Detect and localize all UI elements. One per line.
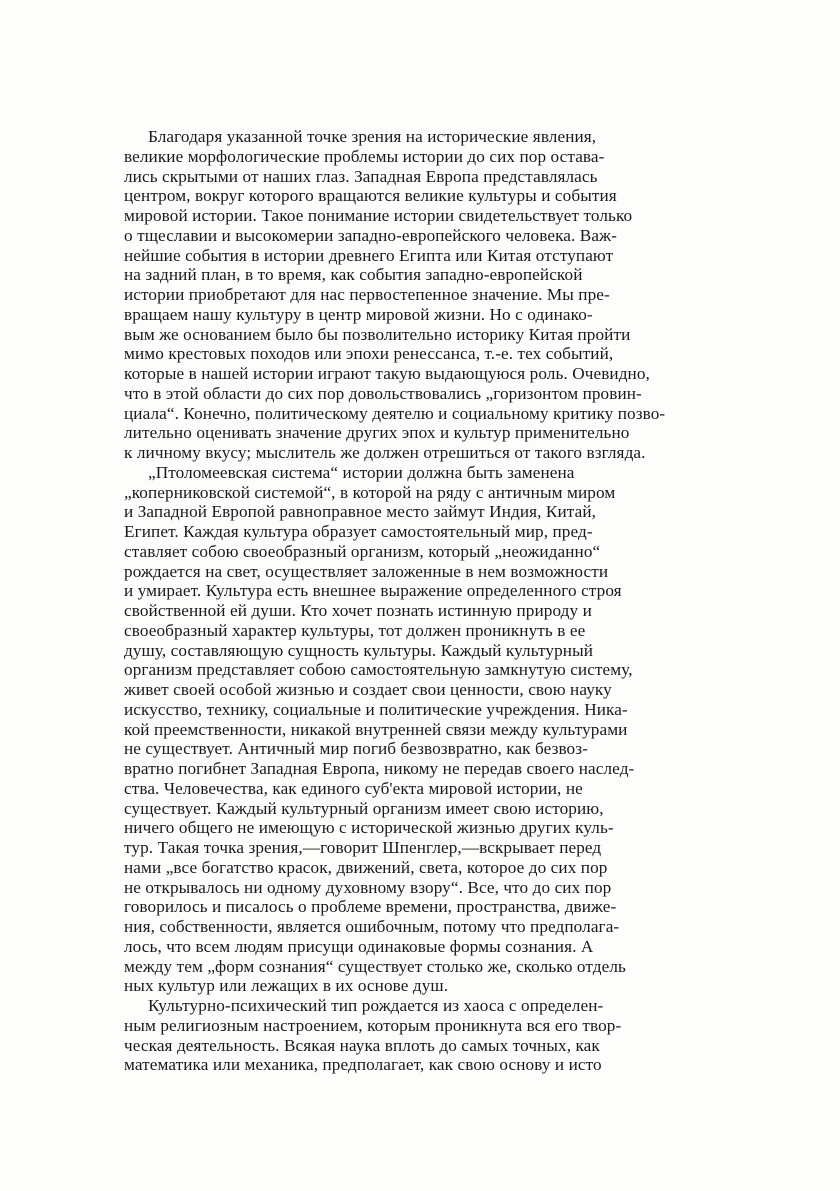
text-line: ния, собственности, является ошибочным, потому что предполага-	[124, 917, 620, 936]
text-line: лось, что всем людям присущи одинаковые формы сознания. А	[124, 936, 594, 956]
text-line: на задний план, в то время, как события западно-европейской	[124, 265, 583, 285]
text-line: говорилось и писалось о проблеме времени, пространства, движе-	[124, 897, 617, 917]
text-line: которые в нашей истории играют такую выдающуюся роль. Очевидно,	[124, 364, 650, 383]
text-line: и умирает. Культура есть внешнее выражение определенного строя	[124, 581, 622, 601]
text-line: свойственной ей души. Кто хочет познать истинную природу и	[124, 601, 592, 620]
text-line: рождается на свет, осуществляет заложенные в нем возможности	[124, 561, 609, 581]
text-line: истории приобретают для нас первостепенное значение. Мы пре-	[124, 285, 610, 304]
text-line: существует. Каждый культурный организм имеет свою историю,	[124, 798, 604, 818]
text-line: тур. Такая точка зрения,—говорит Шпенглер,—вскрывает перед	[124, 838, 602, 857]
text-line: ства. Человечества, как единого суб'екта мировой истории, не	[124, 778, 583, 798]
text-line: лительно оценивать значение других эпох и культур применительно	[124, 423, 630, 443]
text-line: центром, вокруг которого вращаются великие культуры и события	[124, 186, 617, 206]
text-line: между тем „форм сознания“ существует столько же, сколько отдель	[124, 956, 626, 976]
text-line: ным религиозным настроением, которым проникнута вся его твор-	[124, 1015, 622, 1035]
text-line: кой преемственности, никакой внутренней связи между культурами	[124, 719, 628, 739]
text-line: „коперниковской системой“, в которой на ряду с античным миром	[124, 482, 616, 502]
text-line: не открывалось ни одному духовному взору“. Все, что до сих пор	[124, 877, 612, 897]
text-line: о тщеславии и высокомерии западно-европейского человека. Важ-	[124, 225, 617, 245]
text-line: вым же основанием было бы позволительно историку Китая пройти	[124, 324, 631, 344]
text-line: Египет. Каждая культура образует самостоятельный мир, пред-	[124, 522, 593, 541]
text-line: ческая деятельность. Всякая наука вплоть до самых точных, как	[124, 1035, 600, 1055]
text-line: и Западной Европой равноправное место займут Индия, Китай,	[124, 502, 597, 522]
text-line: Благодаря указанной точке зрения на исторические явления,	[148, 127, 597, 146]
text-line: мимо крестовых походов или эпохи ренессанса, т.-е. тех событий,	[124, 344, 614, 364]
text-line: вратно погибнет Западная Европа, никому не передав своего наслед-	[124, 759, 635, 778]
body-text	[124, 127, 828, 1075]
text-line: циала“. Конечно, политическому деятелю и социальному критику позво-	[124, 403, 666, 423]
text-line: ных культур или лежащих в их основе душ.	[124, 976, 449, 996]
text-line: к личному вкусу; мыслитель же должен отрешиться от такого взгляда.	[124, 443, 646, 462]
text-line: математика или механика, предполагает, как свою основу и исто	[124, 1055, 602, 1075]
text-line: организм представляет собою самостоятельную замкнутую систему,	[124, 660, 633, 680]
text-line: „Птоломеевская система“ истории должна быть заменена	[148, 462, 575, 482]
text-line: своеобразный характер культуры, тот должен проникнуть в ее	[124, 620, 586, 640]
text-line: мировой истории. Такое понимание истории свидетельствует только	[124, 206, 633, 225]
text-line: вращаем нашу культуру в центр мировой жизни. Но с одинако-	[124, 304, 593, 324]
text-line: ничего общего не имеющую с исторической жизнью других куль-	[124, 818, 614, 838]
text-line: великие морфологические проблемы истории до сих пор остава-	[124, 146, 605, 166]
text-line: живет своей особой жизнью и создает свои ценности, свою науку	[124, 680, 612, 699]
text-line: нами „все богатство красок, движений, света, которое до сих пор	[124, 857, 608, 877]
text-line: душу, составляющую сущность культуры. Каждый культурный	[124, 640, 594, 660]
text-line: нейшие события в истории древнего Египта или Китая отступают	[124, 245, 614, 265]
text-line: ставляет собою своеобразный организм, который „неожиданно“	[124, 541, 601, 561]
text-line: Культурно-психический тип рождается из хаоса с определен-	[148, 996, 604, 1015]
text-line: лись скрытыми от наших глаз. Западная Европа представлялась	[124, 166, 598, 186]
text-line: что в этой области до сих пор довольствовались „горизонтом провин-	[124, 383, 642, 403]
text-line: не существует. Античный мир погиб безвозвратно, как безвоз-	[124, 739, 588, 759]
text-line: искусство, технику, социальные и политические учреждения. Ника-	[124, 699, 628, 719]
